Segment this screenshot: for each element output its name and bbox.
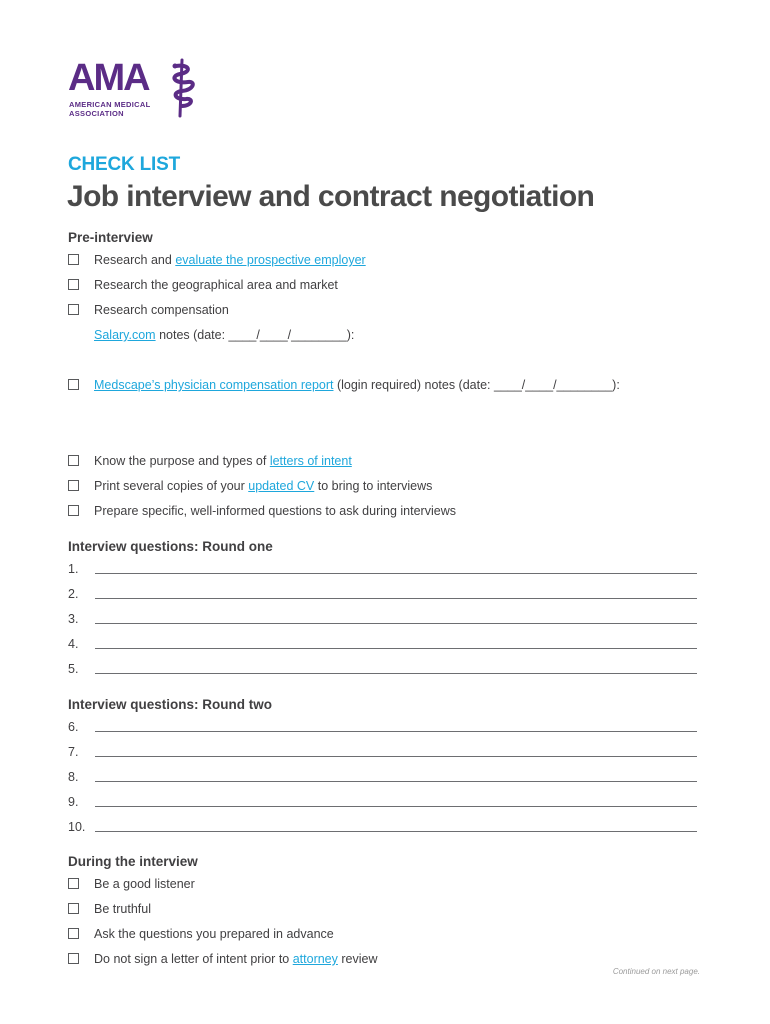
question-number: 6.	[68, 720, 79, 734]
checkbox[interactable]	[68, 903, 79, 914]
answer-line[interactable]	[95, 598, 697, 599]
salary-notes-text: Salary.com notes (date: ____/____/________):	[94, 328, 355, 342]
question-number: 2.	[68, 587, 79, 601]
evaluate-employer-link[interactable]: evaluate the prospective employer	[175, 253, 366, 267]
question-number: 3.	[68, 612, 79, 626]
page-title: Job interview and contract negotiation	[67, 180, 595, 213]
checklist-item-text: Be a good listener	[94, 877, 195, 891]
checklist-item-text: Research and evaluate the prospective employer	[94, 253, 366, 267]
medscape-report-link[interactable]: Medscape’s physician compensation report	[94, 378, 334, 392]
answer-line[interactable]	[95, 756, 697, 757]
answer-line[interactable]	[95, 731, 697, 732]
section-heading-round-two: Interview questions: Round two	[68, 697, 273, 712]
question-number: 7.	[68, 745, 79, 759]
logo-line-2: ASSOCIATION	[69, 109, 124, 118]
letters-of-intent-link[interactable]: letters of intent	[269, 454, 352, 468]
checklist-item-text: Do not sign a letter of intent prior to attorney review	[94, 952, 378, 966]
check-list-label: CHECK LIST	[68, 154, 181, 175]
question-number: 5.	[68, 662, 79, 676]
logo-wordmark: AMA	[68, 57, 149, 99]
checklist-item-text: Be truthful	[94, 902, 151, 916]
staff-of-aesculapius-icon	[170, 58, 198, 118]
checklist-item-text: Medscape’s physician compensation report (login required) notes (date: ____/____/________):	[94, 378, 620, 392]
question-number: 10.	[68, 820, 86, 834]
section-heading-pre-interview: Pre-interview	[68, 230, 153, 245]
checkbox[interactable]	[68, 953, 79, 964]
section-heading-during-interview: During the interview	[68, 854, 198, 869]
checkbox[interactable]	[68, 254, 79, 265]
answer-line[interactable]	[95, 806, 697, 807]
question-number: 9.	[68, 795, 79, 809]
checklist-item-text: Research the geographical area and market	[94, 278, 338, 292]
answer-line[interactable]	[95, 573, 697, 574]
question-number: 1.	[68, 562, 79, 576]
section-heading-round-one: Interview questions: Round one	[68, 539, 273, 554]
checkbox[interactable]	[68, 455, 79, 466]
checklist-item-text: Prepare specific, well-informed questions to ask during interviews	[94, 504, 456, 518]
checklist-item-text: Know the purpose and types of letters of intent	[94, 454, 352, 468]
answer-line[interactable]	[95, 781, 697, 782]
answer-line[interactable]	[95, 673, 697, 674]
checkbox[interactable]	[68, 279, 79, 290]
checkbox[interactable]	[68, 928, 79, 939]
question-number: 4.	[68, 637, 79, 651]
answer-line[interactable]	[95, 831, 697, 832]
checkbox[interactable]	[68, 304, 79, 315]
checkbox[interactable]	[68, 878, 79, 889]
ama-logo	[68, 58, 208, 120]
checkbox[interactable]	[68, 505, 79, 516]
continued-note: Continued on next page.	[612, 967, 700, 976]
checklist-item-text: Print several copies of your updated CV to bring to interviews	[94, 479, 433, 493]
logo-line-1: AMERICAN MEDICAL	[69, 100, 151, 109]
checklist-item-text: Ask the questions you prepared in advance	[94, 927, 334, 941]
salary-com-link[interactable]: Salary.com	[94, 328, 156, 342]
answer-line[interactable]	[95, 623, 697, 624]
checkbox[interactable]	[68, 379, 79, 390]
question-number: 8.	[68, 770, 79, 784]
updated-cv-link[interactable]: updated CV	[248, 479, 315, 493]
checkbox[interactable]	[68, 480, 79, 491]
attorney-link[interactable]: attorney	[292, 952, 338, 966]
checklist-item-text: Research compensation	[94, 303, 229, 317]
answer-line[interactable]	[95, 648, 697, 649]
